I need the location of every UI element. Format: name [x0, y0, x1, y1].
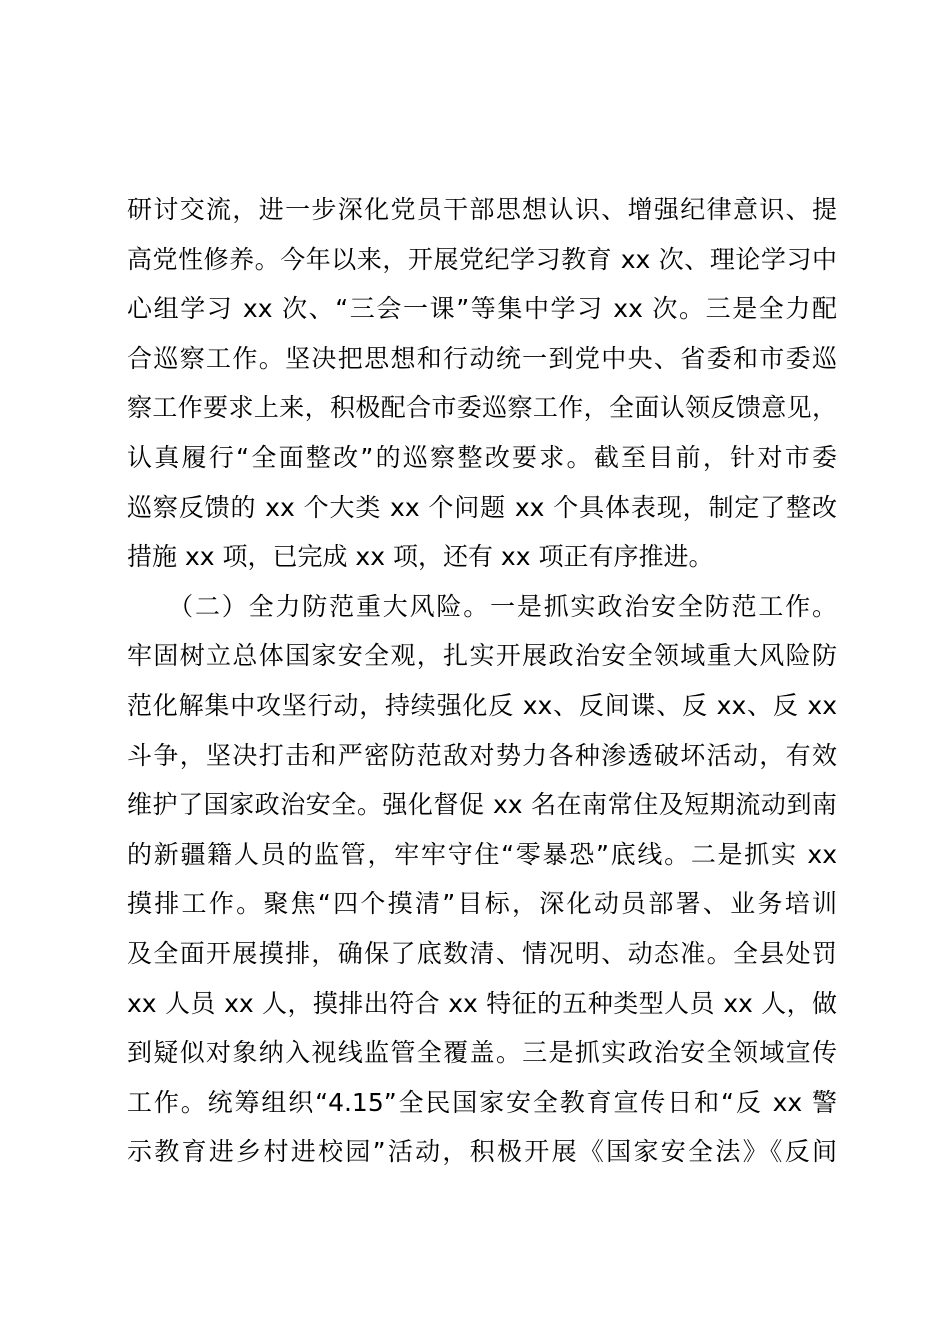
- text-line: xx 人员 xx 人，摸排出符合 xx 特征的五种类型人员 xx 人，做: [127, 988, 837, 1018]
- text-line: 范化解集中攻坚行动，持续强化反 xx、反间谍、反 xx、反 xx: [127, 690, 837, 720]
- text-line: 工作。统筹组织“4.15”全民国家安全教育宣传日和“反 xx 警: [127, 1087, 837, 1117]
- text-line: 措施 xx 项，已完成 xx 项，还有 xx 项正有序推进。: [127, 542, 714, 572]
- text-line: 斗争，坚决打击和严密防范敌对势力各种渗透破坏活动，有效: [127, 740, 837, 770]
- text-line: 巡察反馈的 xx 个大类 xx 个问题 xx 个具体表现，制定了整改: [127, 492, 837, 522]
- section-heading-line: （二）全力防范重大风险。一是抓实政治安全防范工作。: [127, 591, 837, 621]
- text-line: 认真履行“全面整改”的巡察整改要求。截至目前，针对市委: [127, 442, 837, 472]
- text-line: 及全面开展摸排，确保了底数清、情况明、动态准。全县处罚: [127, 938, 837, 968]
- text-line: 摸排工作。聚焦“四个摸清”目标，深化动员部署、业务培训: [127, 889, 837, 919]
- text-line: 察工作要求上来，积极配合市委巡察工作，全面认领反馈意见，: [127, 393, 837, 423]
- text-line: 心组学习 xx 次、“三会一课”等集中学习 xx 次。三是全力配: [127, 294, 837, 324]
- text-line: 研讨交流，进一步深化党员干部思想认识、增强纪律意识、提: [127, 195, 837, 224]
- text-line: 到疑似对象纳入视线监管全覆盖。三是抓实政治安全领域宣传: [127, 1038, 837, 1068]
- text-line: 的新疆籍人员的监管，牢牢守住“零暴恐”底线。二是抓实 xx: [127, 839, 837, 869]
- text-line: 示教育进乡村进校园”活动，积极开展《国家安全法》《反间: [127, 1137, 837, 1167]
- text-line: 维护了国家政治安全。强化督促 xx 名在南常住及短期流动到南: [127, 790, 837, 820]
- text-line: 牢固树立总体国家安全观，扎实开展政治安全领域重大风险防: [127, 641, 837, 671]
- text-line: 合巡察工作。坚决把思想和行动统一到党中央、省委和市委巡: [127, 343, 837, 373]
- body-text: [127, 185, 837, 1177]
- text-line: 高党性修养。今年以来，开展党纪学习教育 xx 次、理论学习中: [127, 244, 837, 274]
